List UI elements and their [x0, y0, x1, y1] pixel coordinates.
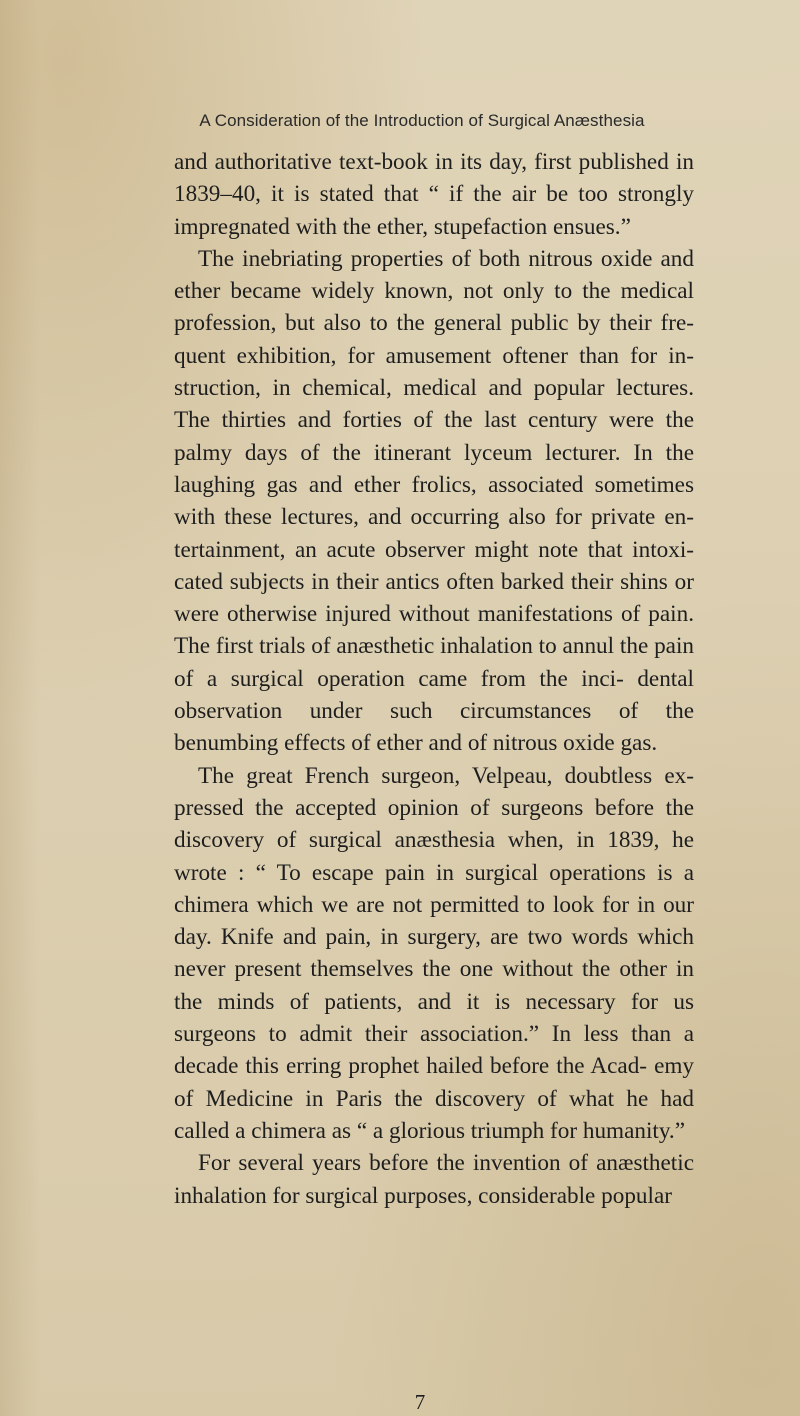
page-fold-shadow [0, 0, 40, 1416]
paragraph-velpeau: The great French surgeon, Velpeau, doubtless ex- pressed the accepted opinion of surgeons before the discovery of surgical anæsthesia when, in 1839, he wrote : “ To escape pain in surgical operations is a chimera which we are not permitted to look for in our day. Knife and pain, in surgery, are two words which never present themselves the one without the other in the minds of patients, and it is necessary for us surgeons to admit their association.” In less than a decade this erring prophet hailed before the Acad- emy of Medicine in Paris the discovery of what he had called a chimera as “ a glorious triumph for humanity.” [174, 762, 694, 1144]
body-text [174, 146, 694, 1212]
paragraph-several-years: For several years before the invention of anæsthetic inhalation for surgical purposes, considerable popular [174, 1150, 694, 1209]
page-number [0, 1390, 800, 1414]
running-head [0, 111, 800, 131]
page-number-text: 7 [414, 1390, 426, 1414]
paragraph-continuation: and authoritative text-book in its day, first published in 1839–40, it is stated that “ if the air be too strongly impregnated with the ether, stupefaction ensues.” [174, 149, 694, 240]
paragraph-inebriating-properties: The inebriating properties of both nitrous oxide and ether became widely known, not only to the medical profession, but also to the general public by their fre- quent exhibition, for amusement oftener than for in- struction, in chemical, medical and popular lectures. The thirties and forties of the last century were the palmy days of the itinerant lyceum lecturer. In the laughing gas and ether frolics, associated sometimes with these lectures, and occurring also for private en- tertainment, an acute observer might note that intoxi- cated subjects in their antics often barked their shins or were otherwise injured without manifestations of pain. The first trials of anæsthetic inhalation to annul the pain of a surgical operation came from the inci- dental observation under such circumstances of the benumbing effects of ether and of nitrous oxide gas. [174, 245, 694, 757]
running-head-text: A Consideration of the Introduction of Surgical Anæsthesia [199, 111, 645, 130]
